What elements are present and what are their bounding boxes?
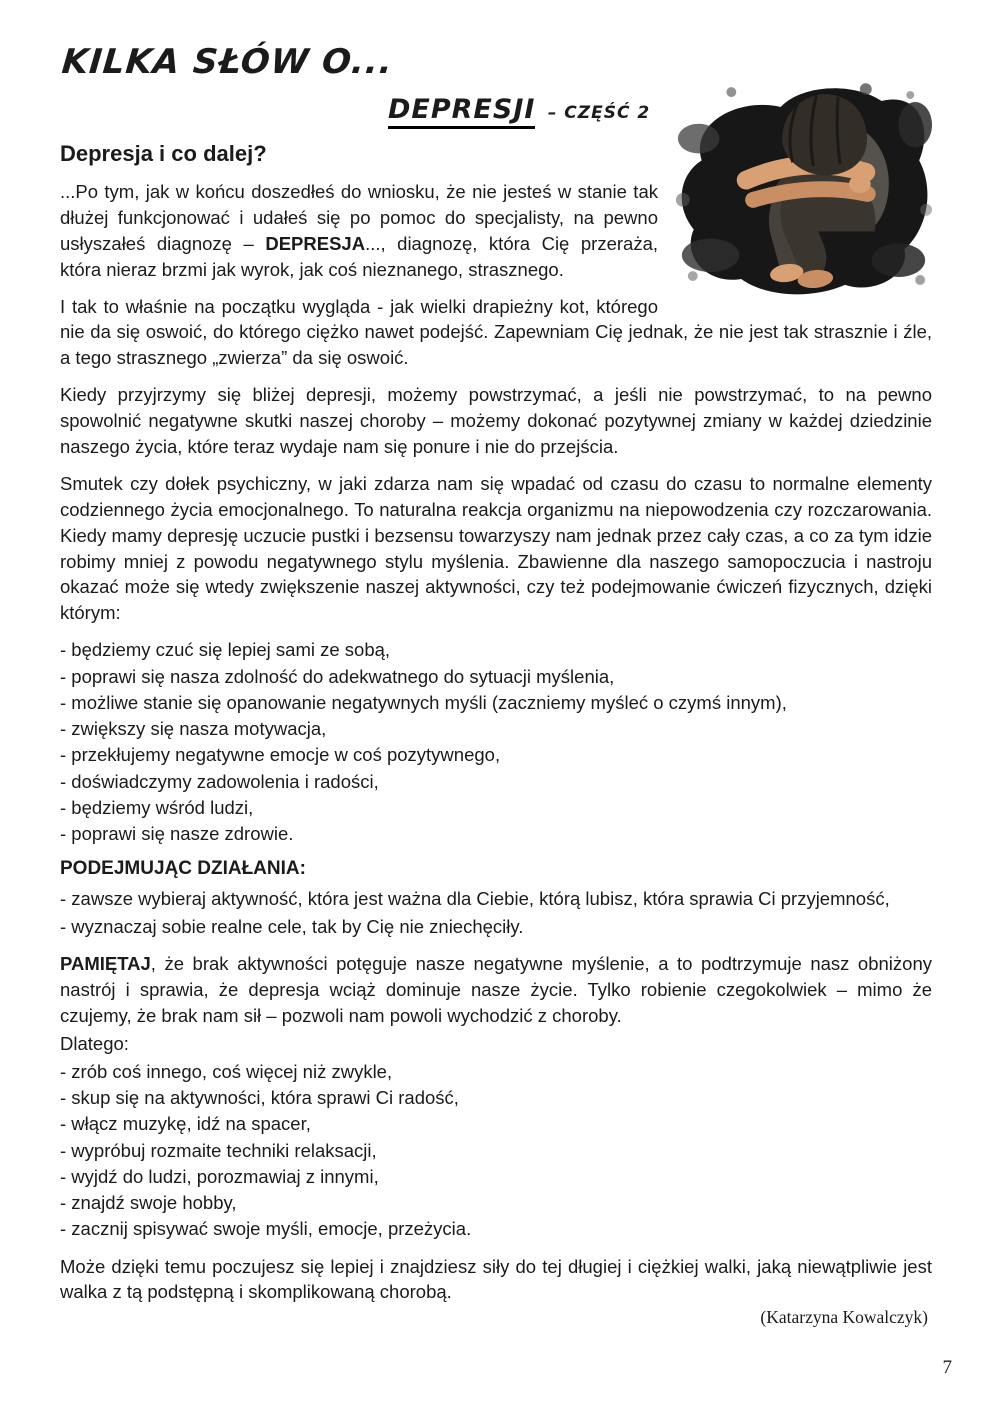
intro-text-post: ..., diagnozę, która Cię przeraża, która nieraz brzmi jak wyrok, jak coś nieznanego, strasznego.	[60, 232, 658, 280]
closing-paragraph: Może dzięki temu poczujesz się lepiej i znajdziesz siły do tej długiej i ciężkiej walki, jaką niewątpliwie jest walka z tą podstępną i skomplikowaną chorobą.	[60, 1255, 932, 1303]
list-item: - wyjdź do ludzi, porozmawiaj z innymi,	[60, 1165, 379, 1187]
intro-text-bold: DEPRESJA	[265, 232, 366, 254]
list-item: - zacznij spisywać swoje myśli, emocje, przeżycia.	[60, 1218, 472, 1240]
list-item: - skup się na aktywności, która sprawi Ci radość,	[60, 1086, 459, 1108]
action-item: - wyznaczaj sobie realne cele, tak by Cię nie zniechęciły.	[60, 916, 524, 938]
list-item: - doświadczymy zadowolenia i radości,	[60, 770, 379, 792]
list-item: - wypróbuj rozmaite techniki relaksacji,	[60, 1139, 377, 1161]
paragraph-sadness-vs-depression: Smutek czy dołek psychiczny, w jaki zdarza nam się wpadać od czasu do czasu to normalne elementy codziennego życia emocjonalnego. To naturalna reakcja organizmu na niepowodzenia czy rozczarowania. Kiedy mamy depresję uczucie pustki i bezsensu towarzyszy nam jednak przez cały czas, a co za tym idzie robimy mniej z powodu negatywnego stylu myślenia. Zbawienne dla naszego samopoczucia i nastroju okazać może się wtedy zwiększenie naszej aktywności, czy też podejmowanie ćwiczeń fizycznych, dzięki którym:	[60, 472, 932, 624]
hand	[849, 175, 871, 193]
action-item: - zawsze wybieraj aktywność, która jest ważna dla Ciebie, którą lubisz, która sprawia Ci przyjemność,	[60, 888, 890, 910]
list-item: - możliwe stanie się opanowanie negatywnych myśli (zaczniemy myśleć o czymś innym),	[60, 691, 787, 713]
article-title-main: DEPRESJI	[388, 94, 535, 129]
paragraph-slow-down: Kiedy przyjrzymy się bliżej depresji, możemy powstrzymać, a jeśli nie powstrzymać, to na pewno spowolnić negatywne skutki naszej choroby – możemy dokonać pozytywnej zmiany w każdej dziedzinie naszego życia, które teraz wydaje nam się ponure i nie do przejścia.	[60, 384, 932, 458]
depressed-person-illustration	[672, 80, 934, 300]
depressed-person-watercolor-icon	[672, 80, 934, 300]
author-signature: (Katarzyna Kowalczyk)	[760, 1307, 928, 1328]
paragraph-wild-cat: I tak to właśnie na początku wygląda - jak wielki drapieżny kot, którego nie da się oswoić, do którego ciężko nawet podejść. Zapewniam Cię jednak, że nie jest tak strasznie i źle, a tego strasznego „zwierza” da się oswoić.	[60, 295, 932, 369]
article-title-suffix: – CZĘŚĆ 2	[547, 103, 651, 123]
list-item: - zwiększy się nasza motywacja,	[60, 718, 327, 740]
page-number: 7	[942, 1357, 952, 1378]
remember-paragraph	[60, 951, 932, 1029]
list-item: - poprawi się nasze zdrowie.	[60, 823, 294, 845]
list-item: - znajdź swoje hobby,	[60, 1192, 237, 1214]
list-item: - przekłujemy negatywne emocje w coś pozytywnego,	[60, 744, 501, 766]
list-item: - będziemy wśród ludzi,	[60, 796, 254, 818]
remember-followup: Dlatego:	[60, 1032, 129, 1054]
benefits-list	[60, 637, 932, 847]
remember-text: , że brak aktywności potęguje nasze negatywne myślenie, a to podtrzymuje nasz obniżony nastrój i sprawia, że depresja wciąż dominuje nasze życie. Tylko robienie czegokolwiek – mimo że czujemy, że brak nam sił – pozwoli nam powoli wychodzić z choroby.	[60, 953, 932, 1026]
list-item: - zrób coś innego, coś więcej niż zwykle,	[60, 1060, 393, 1082]
intro-text-pre: ...Po tym, jak w końcu doszedłeś do wniosku, że nie jesteś w stanie tak dłużej funkcjonować i udałeś się po pomoc do specjalisty, na pewno usłyszałeś diagnozę –	[60, 181, 658, 254]
actions-heading: PODEJMUJĄC DZIAŁANIA:	[60, 858, 306, 880]
list-item: - włącz muzykę, idź na spacer,	[60, 1113, 311, 1135]
list-item: - będziemy czuć się lepiej sami ze sobą,	[60, 639, 391, 661]
article-heading: Depresja i co dalej?	[60, 141, 267, 166]
section-kicker: KILKA SŁÓW O...	[60, 42, 395, 82]
tips-list	[60, 1059, 932, 1243]
list-item: - poprawi się nasza zdolność do adekwatnego do sytuacji myślenia,	[60, 665, 615, 687]
remember-bold: PAMIĘTAJ	[60, 953, 151, 975]
